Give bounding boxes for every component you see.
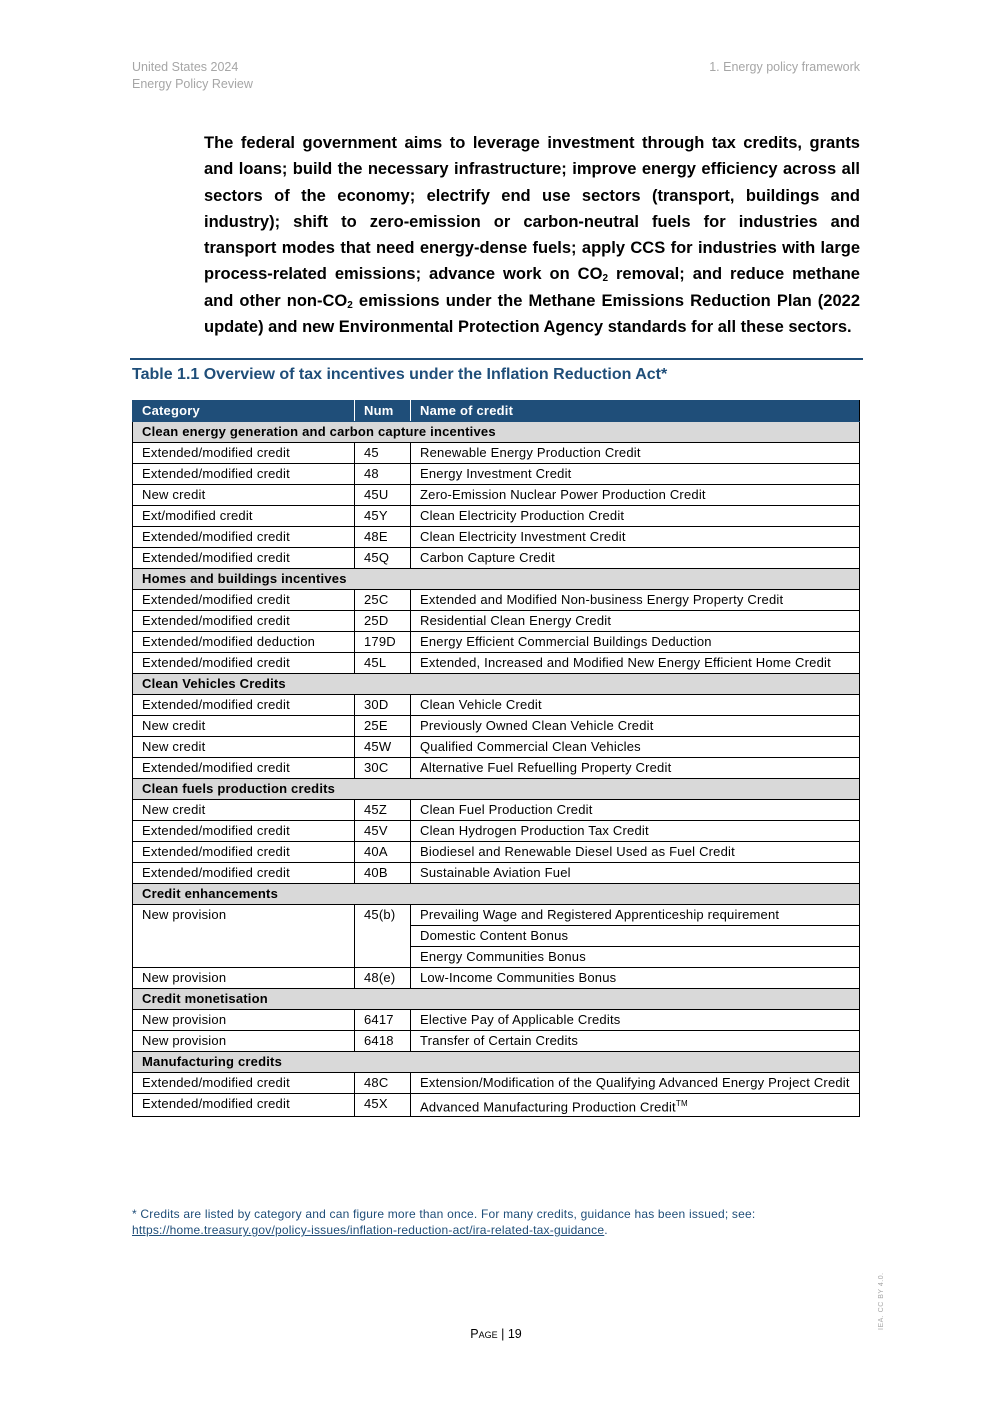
- header-num: Num: [355, 401, 411, 422]
- credit-name-text: Low-Income Communities Bonus: [420, 970, 617, 985]
- cell-category: Extended/modified credit: [133, 443, 355, 464]
- intro-text-2: removal; and reduce methane and other non-CO: [204, 265, 860, 310]
- table-row: [133, 1094, 860, 1117]
- table-row: [133, 1031, 860, 1052]
- cell-category: New credit: [133, 716, 355, 737]
- cell-num: 45L: [355, 653, 411, 674]
- table-row: [133, 464, 860, 485]
- cell-credit-name: [411, 632, 860, 653]
- page-separator: |: [497, 1327, 508, 1341]
- cell-category: Extended/modified credit: [133, 695, 355, 716]
- cell-num: 45W: [355, 737, 411, 758]
- cell-num: 48(e): [355, 968, 411, 989]
- cell-num: 30D: [355, 695, 411, 716]
- section-title: Credit enhancements: [133, 884, 860, 905]
- page-number: [0, 1327, 992, 1341]
- section-title: Credit monetisation: [133, 989, 860, 1010]
- table-row: [133, 716, 860, 737]
- credit-name-text: Carbon Capture Credit: [420, 550, 555, 565]
- cell-num: 45(b): [355, 905, 411, 968]
- cell-category: New credit: [133, 485, 355, 506]
- cell-num: 45Q: [355, 548, 411, 569]
- table-row: [133, 590, 860, 611]
- cell-credit-name: [411, 548, 860, 569]
- cell-credit-name: [411, 863, 860, 884]
- cell-credit-name: Prevailing Wage and Registered Apprenticeship requirement: [411, 905, 860, 926]
- section-title: Clean energy generation and carbon capture incentives: [133, 422, 860, 443]
- credit-name-text: Clean Electricity Investment Credit: [420, 529, 626, 544]
- cell-credit-name: [411, 695, 860, 716]
- cell-credit-name: [411, 716, 860, 737]
- cell-num: 179D: [355, 632, 411, 653]
- cell-num: 40A: [355, 842, 411, 863]
- section-title: Manufacturing credits: [133, 1052, 860, 1073]
- cell-category: Extended/modified credit: [133, 1094, 355, 1117]
- table-row: [133, 968, 860, 989]
- license-side-text: IEA. CC BY 4.0.: [878, 1272, 885, 1330]
- section-row: [133, 422, 860, 443]
- credit-name-text: Zero-Emission Nuclear Power Production Credit: [420, 487, 706, 502]
- header-category: Category: [133, 401, 355, 422]
- credit-name-text: Advanced Manufacturing Production Credit: [420, 1099, 676, 1115]
- cell-category: Extended/modified credit: [133, 527, 355, 548]
- cell-category: New provision: [133, 905, 355, 968]
- cell-credit-name: [411, 821, 860, 842]
- cell-credit-name: [411, 1010, 860, 1031]
- credit-name-text: Alternative Fuel Refuelling Property Credit: [420, 760, 672, 775]
- cell-num: 6418: [355, 1031, 411, 1052]
- table-caption: Table 1.1 Overview of tax incentives under the Inflation Reduction Act*: [132, 366, 668, 383]
- cell-category: Extended/modified credit: [133, 821, 355, 842]
- cell-category: Extended/modified credit: [133, 464, 355, 485]
- credit-name-text: Previously Owned Clean Vehicle Credit: [420, 718, 654, 733]
- cell-credit-name: [411, 485, 860, 506]
- cell-category: Ext/modified credit: [133, 506, 355, 527]
- cell-credit-name: [411, 1073, 860, 1094]
- cell-credit-name: [411, 653, 860, 674]
- table-row: [133, 653, 860, 674]
- header-report-title: United States 2024: [132, 60, 239, 74]
- cell-credit-name: [411, 842, 860, 863]
- cell-credit-name: [411, 464, 860, 485]
- cell-num: 45Y: [355, 506, 411, 527]
- credit-name-text: Energy Efficient Commercial Buildings Deduction: [420, 634, 712, 649]
- cell-credit-name: [411, 758, 860, 779]
- cell-credit-name: [411, 1031, 860, 1052]
- cell-credit-name: [411, 527, 860, 548]
- credit-name-text: Sustainable Aviation Fuel: [420, 865, 571, 880]
- footnote-link[interactable]: https://home.treasury.gov/policy-issues/inflation-reduction-act/ira-related-tax-guidance: [132, 1223, 605, 1237]
- credit-name-text: Energy Investment Credit: [420, 466, 572, 481]
- cell-num: 45Z: [355, 800, 411, 821]
- table-row: [133, 737, 860, 758]
- cell-num: 40B: [355, 863, 411, 884]
- running-header-chapter: 1. Energy policy framework: [709, 60, 860, 74]
- cell-category: New credit: [133, 737, 355, 758]
- table-row: [133, 863, 860, 884]
- credit-name-text: Qualified Commercial Clean Vehicles: [420, 739, 641, 754]
- table-row: [133, 1073, 860, 1094]
- section-title: Homes and buildings incentives: [133, 569, 860, 590]
- credit-name-text: Extended, Increased and Modified New Energy Efficient Home Credit: [420, 655, 831, 670]
- table-row: [133, 443, 860, 464]
- cell-category: Extended/modified credit: [133, 842, 355, 863]
- intro-subscript-1: 2: [602, 273, 608, 285]
- cell-num: 25D: [355, 611, 411, 632]
- cell-category: Extended/modified deduction: [133, 632, 355, 653]
- credit-name-text: Clean Electricity Production Credit: [420, 508, 625, 523]
- credit-name-text: Clean Vehicle Credit: [420, 697, 542, 712]
- cell-num: 30C: [355, 758, 411, 779]
- cell-credit-name: [411, 506, 860, 527]
- cell-credit-name: [411, 737, 860, 758]
- table-row: [133, 527, 860, 548]
- header-name-of-credit: Name of credit: [411, 401, 860, 422]
- credit-name-text: Clean Hydrogen Production Tax Credit: [420, 823, 649, 838]
- intro-text-1: The federal government aims to leverage investment through tax credits, grants and loans; build the necessary infrastructure; improve energy efficiency across all sectors of the economy; electrify end use sectors (transport, buildings and industry); shift to zero-emission or carbon-neutral fuels for industries and transport modes that need energy-dense fuels; apply CCS for industries with large process-related emissions; advance work on CO: [204, 134, 860, 284]
- table-row: [133, 632, 860, 653]
- footnote-text: * Credits are listed by category and can figure more than once. For many credits, guidance has been issued; see:: [132, 1207, 756, 1221]
- cell-num: 25E: [355, 716, 411, 737]
- table-row: [133, 548, 860, 569]
- cell-credit-name: [411, 611, 860, 632]
- section-title: Clean Vehicles Credits: [133, 674, 860, 695]
- credit-name-text: Transfer of Certain Credits: [420, 1033, 579, 1048]
- cell-category: Extended/modified credit: [133, 590, 355, 611]
- section-row: [133, 569, 860, 590]
- cell-category: Extended/modified credit: [133, 653, 355, 674]
- cell-credit-name: Energy Communities Bonus: [411, 947, 860, 968]
- table-header-row: [133, 401, 860, 422]
- cell-num: 45U: [355, 485, 411, 506]
- cell-num: 48E: [355, 527, 411, 548]
- intro-paragraph: [204, 130, 860, 340]
- section-row: [133, 674, 860, 695]
- intro-subscript-2: 2: [347, 299, 353, 311]
- running-header-left: [132, 59, 253, 93]
- cell-category: New provision: [133, 968, 355, 989]
- section-title: Clean fuels production credits: [133, 779, 860, 800]
- header-report-subtitle: Energy Policy Review: [132, 77, 253, 91]
- cell-category: Extended/modified credit: [133, 758, 355, 779]
- cell-credit-name: Domestic Content Bonus: [411, 926, 860, 947]
- table-row: [133, 611, 860, 632]
- cell-category: Extended/modified credit: [133, 611, 355, 632]
- table-row: [133, 842, 860, 863]
- table-row: [133, 1010, 860, 1031]
- table-row: [133, 905, 860, 926]
- credit-name-text: Biodiesel and Renewable Diesel Used as Fuel Credit: [420, 844, 735, 859]
- credit-name-text: Extended and Modified Non-business Energy Property Credit: [420, 592, 784, 607]
- page-label: Page: [470, 1327, 498, 1341]
- credit-name-text: Renewable Energy Production Credit: [420, 445, 641, 460]
- cell-credit-name: [411, 590, 860, 611]
- cell-num: 48: [355, 464, 411, 485]
- footnote-end: .: [604, 1223, 608, 1237]
- credit-name-text: Elective Pay of Applicable Credits: [420, 1012, 621, 1027]
- cell-category: New provision: [133, 1010, 355, 1031]
- section-row: [133, 779, 860, 800]
- cell-category: New provision: [133, 1031, 355, 1052]
- trademark-mark: TM: [675, 1099, 688, 1108]
- table-row: [133, 506, 860, 527]
- table-row: [133, 758, 860, 779]
- cell-num: 25C: [355, 590, 411, 611]
- cell-category: New credit: [133, 800, 355, 821]
- cell-credit-name: [411, 968, 860, 989]
- intro-text-3: emissions under the Methane Emissions Reduction Plan (2022 update) and new Environmental Protection Agency standards for all these sectors.: [204, 291, 860, 337]
- section-row: [133, 884, 860, 905]
- cell-num: 45: [355, 443, 411, 464]
- cell-credit-name: [411, 443, 860, 464]
- credit-name-text: Residential Clean Energy Credit: [420, 613, 612, 628]
- table-row: [133, 485, 860, 506]
- cell-credit-name: [411, 800, 860, 821]
- cell-category: Extended/modified credit: [133, 1073, 355, 1094]
- cell-num: 6417: [355, 1010, 411, 1031]
- cell-num: 45V: [355, 821, 411, 842]
- cell-category: Extended/modified credit: [133, 548, 355, 569]
- table-row: [133, 695, 860, 716]
- table-footnote: [132, 1206, 755, 1238]
- cell-credit-name: [411, 1094, 860, 1117]
- section-row: [133, 989, 860, 1010]
- cell-category: Extended/modified credit: [133, 863, 355, 884]
- section-row: [133, 1052, 860, 1073]
- page-number-value: 19: [507, 1327, 522, 1341]
- credit-name-text: Clean Fuel Production Credit: [420, 802, 593, 817]
- cell-num: 48C: [355, 1073, 411, 1094]
- tax-incentives-table: [132, 400, 860, 1117]
- credit-name-text: Extension/Modification of the Qualifying Advanced Energy Project Credit: [420, 1075, 850, 1090]
- table-row: [133, 800, 860, 821]
- table-row: [133, 821, 860, 842]
- table-top-rule: [130, 358, 863, 360]
- table-body: [133, 422, 860, 1117]
- cell-num: 45X: [355, 1094, 411, 1117]
